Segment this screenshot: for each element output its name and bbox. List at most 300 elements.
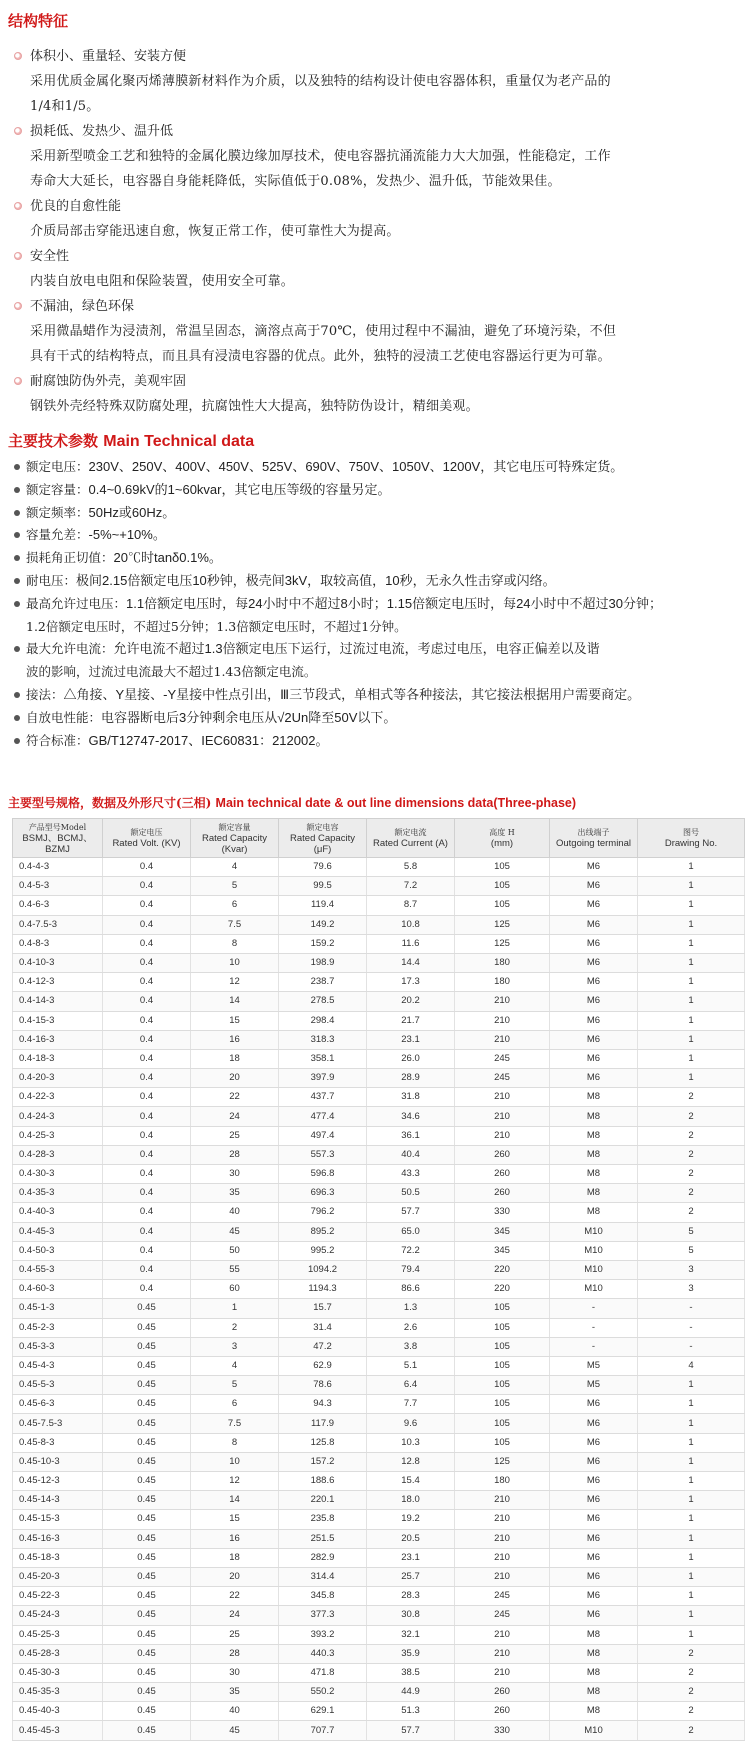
table-cell: 31.8 xyxy=(367,1088,455,1107)
column-header-en: BSMJ、BCMJ、BZMJ xyxy=(22,832,93,855)
table-cell: 220.1 xyxy=(279,1491,367,1510)
table-cell: 2 xyxy=(638,1126,745,1145)
table-cell: 0.4-18-3 xyxy=(13,1049,103,1068)
table-cell: 0.4 xyxy=(103,1145,191,1164)
table-cell: 0.4-24-3 xyxy=(13,1107,103,1126)
table-cell: M6 xyxy=(550,1011,638,1030)
table-cell: 20.5 xyxy=(367,1529,455,1548)
spec-item xyxy=(12,593,742,616)
table-cell: 1 xyxy=(638,1376,745,1395)
table-cell: 8.7 xyxy=(367,896,455,915)
table-cell: M10 xyxy=(550,1280,638,1299)
table-cell: 437.7 xyxy=(279,1088,367,1107)
table-cell: 22 xyxy=(191,1587,279,1606)
table-cell: 4 xyxy=(638,1356,745,1375)
table-cell: 117.9 xyxy=(279,1414,367,1433)
table-cell: 0.45-8-3 xyxy=(13,1433,103,1452)
table-cell: 0.4-60-3 xyxy=(13,1280,103,1299)
table-cell: 210 xyxy=(455,1011,550,1030)
table-cell: 0.4 xyxy=(103,1049,191,1068)
table-cell: 0.4 xyxy=(103,915,191,934)
table-cell: 1 xyxy=(638,877,745,896)
spec-item xyxy=(12,707,742,730)
table-cell: M6 xyxy=(550,896,638,915)
table-row xyxy=(13,953,745,972)
table-cell: 238.7 xyxy=(279,973,367,992)
table-cell: 0.45-30-3 xyxy=(13,1663,103,1682)
table-cell: 210 xyxy=(455,1567,550,1586)
table-cell: 0.45-35-3 xyxy=(13,1683,103,1702)
spec-value: -5%~+10%。 xyxy=(88,527,166,543)
spec-label: 最高允许过电压： xyxy=(26,595,127,611)
table-cell: 210 xyxy=(455,1529,550,1548)
table-cell: 21.7 xyxy=(367,1011,455,1030)
table-cell: 210 xyxy=(455,1126,550,1145)
table-cell: M6 xyxy=(550,953,638,972)
table-cell: 0.45 xyxy=(103,1567,191,1586)
table-cell: - xyxy=(638,1318,745,1337)
table-cell: 105 xyxy=(455,1356,550,1375)
spec-label: 额定电压： xyxy=(26,459,89,474)
table-cell: 2 xyxy=(638,1663,745,1682)
table-cell: 0.45 xyxy=(103,1644,191,1663)
table-cell: 0.4-16-3 xyxy=(13,1030,103,1049)
table-cell: M6 xyxy=(550,1395,638,1414)
table-cell: 210 xyxy=(455,1625,550,1644)
table-cell: 180 xyxy=(455,953,550,972)
table-cell: 1 xyxy=(638,1529,745,1548)
table-row xyxy=(13,1567,745,1586)
table-cell: 99.5 xyxy=(279,877,367,896)
table-cell: 10 xyxy=(191,953,279,972)
table-cell: M6 xyxy=(550,934,638,953)
table-cell: 0.4 xyxy=(103,1126,191,1145)
table-cell: 596.8 xyxy=(279,1165,367,1184)
table-cell: 0.45-20-3 xyxy=(13,1567,103,1586)
table-cell: 36.1 xyxy=(367,1126,455,1145)
feature-heading xyxy=(14,244,742,269)
table-cell: 105 xyxy=(455,1337,550,1356)
table-cell: 0.4 xyxy=(103,858,191,877)
table-cell: 149.2 xyxy=(279,915,367,934)
table-cell: 0.45 xyxy=(103,1587,191,1606)
table-cell: M6 xyxy=(550,877,638,896)
table-row xyxy=(13,1145,745,1164)
table-cell: 14.4 xyxy=(367,953,455,972)
table-row xyxy=(13,1241,745,1260)
feature-heading xyxy=(14,44,742,69)
feature-body-line: 采用优质金属化聚丙烯薄膜新材料作为介质，以及独特的结构设计使电容器体积，重量仅为老产品的 xyxy=(30,74,611,89)
table-cell: 0.45 xyxy=(103,1299,191,1318)
table-cell: 260 xyxy=(455,1165,550,1184)
table-cell: 358.1 xyxy=(279,1049,367,1068)
table-cell: 1 xyxy=(638,1414,745,1433)
table-cell: 1 xyxy=(638,1625,745,1644)
table-cell: 0.4 xyxy=(103,1184,191,1203)
table-cell: 260 xyxy=(455,1184,550,1203)
table-cell: 0.4-20-3 xyxy=(13,1069,103,1088)
feature-heading xyxy=(14,294,742,319)
table-cell: 5.1 xyxy=(367,1356,455,1375)
table-cell: 0.45 xyxy=(103,1721,191,1740)
feature-body-line: 1/4和1/5。 xyxy=(30,99,100,114)
table-cell: 125.8 xyxy=(279,1433,367,1452)
table-cell: 2 xyxy=(638,1165,745,1184)
table-cell: 5 xyxy=(191,1376,279,1395)
spec-label: 耐电压： xyxy=(26,572,77,588)
table-cell: 43.3 xyxy=(367,1165,455,1184)
spec-item xyxy=(12,479,742,502)
feature-heading xyxy=(14,194,742,219)
feature-body-line: 采用新型喷金工艺和独特的金属化膜边缘加厚技术，使电容器抗涌流能力大大加强，性能稳定，工作 xyxy=(30,149,611,164)
table-cell: 210 xyxy=(455,1107,550,1126)
column-header-cn: 出线端子 xyxy=(577,828,610,837)
table-cell: 7.2 xyxy=(367,877,455,896)
table-cell: 0.4 xyxy=(103,1165,191,1184)
table-row xyxy=(13,1280,745,1299)
bullet-icon xyxy=(14,464,20,470)
table-cell: 0.45 xyxy=(103,1683,191,1702)
table-cell: 1 xyxy=(638,1510,745,1529)
table-cell: 2 xyxy=(191,1318,279,1337)
table-row xyxy=(13,1165,745,1184)
table-cell: 38.5 xyxy=(367,1663,455,1682)
column-header xyxy=(279,819,367,858)
table-cell: 0.4 xyxy=(103,1222,191,1241)
spec-continuation: 1.2倍额定电压时，不超过5分钟；1.3倍额定电压时，不超过1分钟。 xyxy=(26,618,407,634)
column-header-cn: 图号 xyxy=(683,828,699,837)
table-cell: 0.4-4-3 xyxy=(13,858,103,877)
table-cell: 210 xyxy=(455,1663,550,1682)
table-cell: M6 xyxy=(550,1433,638,1452)
table-cell: 0.45 xyxy=(103,1663,191,1682)
table-cell: 220 xyxy=(455,1260,550,1279)
table-row xyxy=(13,1510,745,1529)
table-cell: M8 xyxy=(550,1203,638,1222)
table-cell: 251.5 xyxy=(279,1529,367,1548)
table-cell: 0.45-3-3 xyxy=(13,1337,103,1356)
table-cell: 3 xyxy=(638,1280,745,1299)
table-row xyxy=(13,1702,745,1721)
table-cell: 30 xyxy=(191,1663,279,1682)
table-cell: 105 xyxy=(455,1414,550,1433)
table-cell: 18.0 xyxy=(367,1491,455,1510)
table-row xyxy=(13,1088,745,1107)
feature-body-line: 寿命大大延长，电容器自身能耗降低，实际值低于0.08%，发热少、温升低，节能效果佳。 xyxy=(30,174,561,189)
table-cell: 245 xyxy=(455,1587,550,1606)
table-cell: M6 xyxy=(550,1049,638,1068)
table-cell: M6 xyxy=(550,858,638,877)
table-cell: 65.0 xyxy=(367,1222,455,1241)
spec-label: 额定频率： xyxy=(26,504,89,520)
table-row xyxy=(13,1606,745,1625)
table-cell: 105 xyxy=(455,896,550,915)
table-cell: 4 xyxy=(191,858,279,877)
table-row xyxy=(13,1356,745,1375)
table-row xyxy=(13,1222,745,1241)
table-cell: 0.45 xyxy=(103,1625,191,1644)
table-cell: M6 xyxy=(550,1606,638,1625)
table-cell: 0.4-12-3 xyxy=(13,973,103,992)
table-cell: 15 xyxy=(191,1510,279,1529)
table-cell: 6 xyxy=(191,1395,279,1414)
table-cell: 2 xyxy=(638,1644,745,1663)
feature-heading-text: 损耗低、发热少、温升低 xyxy=(30,124,174,139)
table-cell: 0.4 xyxy=(103,934,191,953)
table-cell: M10 xyxy=(550,1260,638,1279)
table-cell: 125 xyxy=(455,915,550,934)
table-row xyxy=(13,1318,745,1337)
table-cell: 79.4 xyxy=(367,1260,455,1279)
table-cell: 17.3 xyxy=(367,973,455,992)
table-row xyxy=(13,877,745,896)
table-cell: 1 xyxy=(638,1069,745,1088)
table-cell: 0.45-4-3 xyxy=(13,1356,103,1375)
bullet-icon xyxy=(14,578,20,584)
table-cell: 15 xyxy=(191,1011,279,1030)
table-cell: 30 xyxy=(191,1165,279,1184)
table-cell: 0.4-6-3 xyxy=(13,896,103,915)
table-cell: 471.8 xyxy=(279,1663,367,1682)
table-row xyxy=(13,1011,745,1030)
table-cell: 0.4 xyxy=(103,1030,191,1049)
table-cell: 45 xyxy=(191,1721,279,1740)
table-cell: 0.4-15-3 xyxy=(13,1011,103,1030)
table-row xyxy=(13,1625,745,1644)
spec-value: GB/T12747-2017、IEC60831：212002。 xyxy=(88,732,329,748)
table-cell: 0.4-45-3 xyxy=(13,1222,103,1241)
table-cell: 12 xyxy=(191,973,279,992)
table-cell: 159.2 xyxy=(279,934,367,953)
table-cell: 298.4 xyxy=(279,1011,367,1030)
table-cell: 14 xyxy=(191,1491,279,1510)
column-header-en: Rated Current (A) xyxy=(373,838,448,849)
bullet-icon xyxy=(14,52,22,60)
feature-heading-text: 安全性 xyxy=(30,249,70,264)
table-title xyxy=(8,794,576,811)
spec-label: 容量允差： xyxy=(26,527,89,543)
table-cell: 1 xyxy=(638,953,745,972)
table-cell: 157.2 xyxy=(279,1452,367,1471)
spec-item xyxy=(12,730,742,753)
table-cell: 60 xyxy=(191,1280,279,1299)
feature-heading-text: 体积小、重量轻、安装方便 xyxy=(30,49,187,64)
table-cell: 28.3 xyxy=(367,1587,455,1606)
table-cell: 47.2 xyxy=(279,1337,367,1356)
bullet-icon xyxy=(14,692,20,698)
table-cell: 35 xyxy=(191,1683,279,1702)
table-cell: 707.7 xyxy=(279,1721,367,1740)
table-row xyxy=(13,1030,745,1049)
table-cell: 0.45-40-3 xyxy=(13,1702,103,1721)
table-cell: 105 xyxy=(455,1395,550,1414)
table-cell: 105 xyxy=(455,1433,550,1452)
feature-heading xyxy=(14,119,742,144)
table-cell: 1 xyxy=(638,858,745,877)
spec-item xyxy=(12,502,742,525)
table-cell: 260 xyxy=(455,1683,550,1702)
table-cell: 2.6 xyxy=(367,1318,455,1337)
column-header xyxy=(367,819,455,858)
table-cell: 245 xyxy=(455,1069,550,1088)
table-cell: 16 xyxy=(191,1030,279,1049)
table-cell: 345.8 xyxy=(279,1587,367,1606)
spec-value: 1.1倍额定电压时，每24小时中不超过8小时；1.15倍额定电压时，每24小时中不超过30分钟； xyxy=(126,595,662,611)
bullet-icon xyxy=(14,510,20,516)
table-row xyxy=(13,973,745,992)
table-cell: 1 xyxy=(638,992,745,1011)
table-cell: M8 xyxy=(550,1126,638,1145)
table-cell: 125 xyxy=(455,1452,550,1471)
table-cell: M6 xyxy=(550,1472,638,1491)
table-cell: 0.4 xyxy=(103,1280,191,1299)
table-cell: 497.4 xyxy=(279,1126,367,1145)
bullet-icon xyxy=(14,127,22,135)
table-cell: 345 xyxy=(455,1222,550,1241)
table-cell: 220 xyxy=(455,1280,550,1299)
table-cell: 0.4-8-3 xyxy=(13,934,103,953)
spec-label: 额定容量： xyxy=(26,481,89,497)
table-row xyxy=(13,1644,745,1663)
table-cell: M8 xyxy=(550,1702,638,1721)
table-cell: 72.2 xyxy=(367,1241,455,1260)
table-row xyxy=(13,1452,745,1471)
table-cell: 0.45-15-3 xyxy=(13,1510,103,1529)
table-cell: 57.7 xyxy=(367,1203,455,1222)
spec-value: 0.4~0.69kV的1~60kvar，其它电压等级的容量另定。 xyxy=(88,481,391,497)
table-cell: M6 xyxy=(550,1529,638,1548)
table-cell: 2 xyxy=(638,1721,745,1740)
table-row xyxy=(13,1491,745,1510)
table-cell: 1094.2 xyxy=(279,1260,367,1279)
table-cell: 0.45 xyxy=(103,1318,191,1337)
table-cell: 6 xyxy=(191,896,279,915)
table-row xyxy=(13,1433,745,1452)
column-header-en: (mm) xyxy=(490,838,514,849)
table-cell: 278.5 xyxy=(279,992,367,1011)
table-row xyxy=(13,1663,745,1682)
table-cell: 0.4-22-3 xyxy=(13,1088,103,1107)
table-cell: 24 xyxy=(191,1606,279,1625)
table-cell: 105 xyxy=(455,1376,550,1395)
table-cell: 0.45-45-3 xyxy=(13,1721,103,1740)
spec-value: 50Hz或60Hz。 xyxy=(88,504,176,520)
bullet-icon xyxy=(14,487,20,493)
table-cell: 0.45 xyxy=(103,1337,191,1356)
table-cell: 8 xyxy=(191,1433,279,1452)
table-cell: 22 xyxy=(191,1088,279,1107)
table-cell: 0.45-18-3 xyxy=(13,1548,103,1567)
table-cell: 1 xyxy=(638,1491,745,1510)
table-cell: 40.4 xyxy=(367,1145,455,1164)
table-cell: 0.4 xyxy=(103,1069,191,1088)
table-cell: 3.8 xyxy=(367,1337,455,1356)
spec-label: 损耗角正切值： xyxy=(26,550,114,566)
table-header-row xyxy=(13,819,745,858)
table-cell: 330 xyxy=(455,1203,550,1222)
table-cell: 26.0 xyxy=(367,1049,455,1068)
table-row xyxy=(13,1299,745,1318)
table-row xyxy=(13,1472,745,1491)
table-cell: M6 xyxy=(550,1587,638,1606)
bullet-icon xyxy=(14,532,20,538)
table-cell: 1 xyxy=(638,934,745,953)
table-cell: M6 xyxy=(550,1069,638,1088)
column-header-en: Rated Capacity (Kvar) xyxy=(202,832,267,855)
table-cell: 0.45 xyxy=(103,1472,191,1491)
table-cell: 0.45-24-3 xyxy=(13,1606,103,1625)
table-cell: 35.9 xyxy=(367,1644,455,1663)
table-cell: 1 xyxy=(638,915,745,934)
table-cell: 25 xyxy=(191,1126,279,1145)
table-row xyxy=(13,1721,745,1740)
table-cell: M6 xyxy=(550,1414,638,1433)
table-cell: 0.4 xyxy=(103,1088,191,1107)
structure-title: 结构特征 xyxy=(8,12,69,30)
table-cell: 0.45-2-3 xyxy=(13,1318,103,1337)
table-cell: 45 xyxy=(191,1222,279,1241)
table-row xyxy=(13,934,745,953)
table-cell: 2 xyxy=(638,1702,745,1721)
table-row xyxy=(13,1069,745,1088)
table-cell: 245 xyxy=(455,1049,550,1068)
table-row xyxy=(13,992,745,1011)
table-row xyxy=(13,1184,745,1203)
table-cell: M6 xyxy=(550,1548,638,1567)
bullet-icon xyxy=(14,555,20,561)
table-cell: 314.4 xyxy=(279,1567,367,1586)
feature-heading-text: 优良的自愈性能 xyxy=(30,199,122,214)
bullet-icon xyxy=(14,738,20,744)
feature-body-line: 介质局部击穿能迅速自愈，恢复正常工作，使可靠性大为提高。 xyxy=(30,224,400,239)
table-cell: 24 xyxy=(191,1107,279,1126)
table-cell: M6 xyxy=(550,1030,638,1049)
table-title-en: Main technical date & out line dimensions data(Three-phase) xyxy=(215,796,577,810)
table-cell: 210 xyxy=(455,1548,550,1567)
table-cell: 105 xyxy=(455,1318,550,1337)
table-cell: 23.1 xyxy=(367,1030,455,1049)
table-cell: 330 xyxy=(455,1721,550,1740)
table-cell: 25 xyxy=(191,1625,279,1644)
table-cell: 0.4-5-3 xyxy=(13,877,103,896)
table-cell: 7.5 xyxy=(191,915,279,934)
features-list xyxy=(14,44,742,419)
table-cell: 260 xyxy=(455,1702,550,1721)
table-row xyxy=(13,1203,745,1222)
table-cell: 40 xyxy=(191,1702,279,1721)
feature-body-line: 钢铁外壳经特殊双防腐处理，抗腐蚀性大大提高，独特防伪设计，精细美观。 xyxy=(30,399,479,414)
table-cell: 12 xyxy=(191,1472,279,1491)
tech-title xyxy=(8,430,254,451)
table-cell: 1 xyxy=(638,973,745,992)
table-cell: 78.6 xyxy=(279,1376,367,1395)
table-cell: 1 xyxy=(638,1395,745,1414)
spec-value: 允许电流不超过1.3倍额定电压下运行，过流过电流，考虑过电压，电容正偏差以及谐 xyxy=(113,641,600,657)
table-cell: 0.4-35-3 xyxy=(13,1184,103,1203)
table-cell: 12.8 xyxy=(367,1452,455,1471)
table-cell: 0.45 xyxy=(103,1376,191,1395)
table-cell: 0.45 xyxy=(103,1548,191,1567)
spec-value: 电容器断电后3分钟剩余电压从√2Un降至50V以下。 xyxy=(101,709,397,725)
table-cell: 7.7 xyxy=(367,1395,455,1414)
table-cell: 696.3 xyxy=(279,1184,367,1203)
table-cell: 796.2 xyxy=(279,1203,367,1222)
table-row xyxy=(13,1260,745,1279)
table-cell: 0.4-55-3 xyxy=(13,1260,103,1279)
table-cell: 0.45 xyxy=(103,1414,191,1433)
table-cell: 62.9 xyxy=(279,1356,367,1375)
table-row xyxy=(13,858,745,877)
